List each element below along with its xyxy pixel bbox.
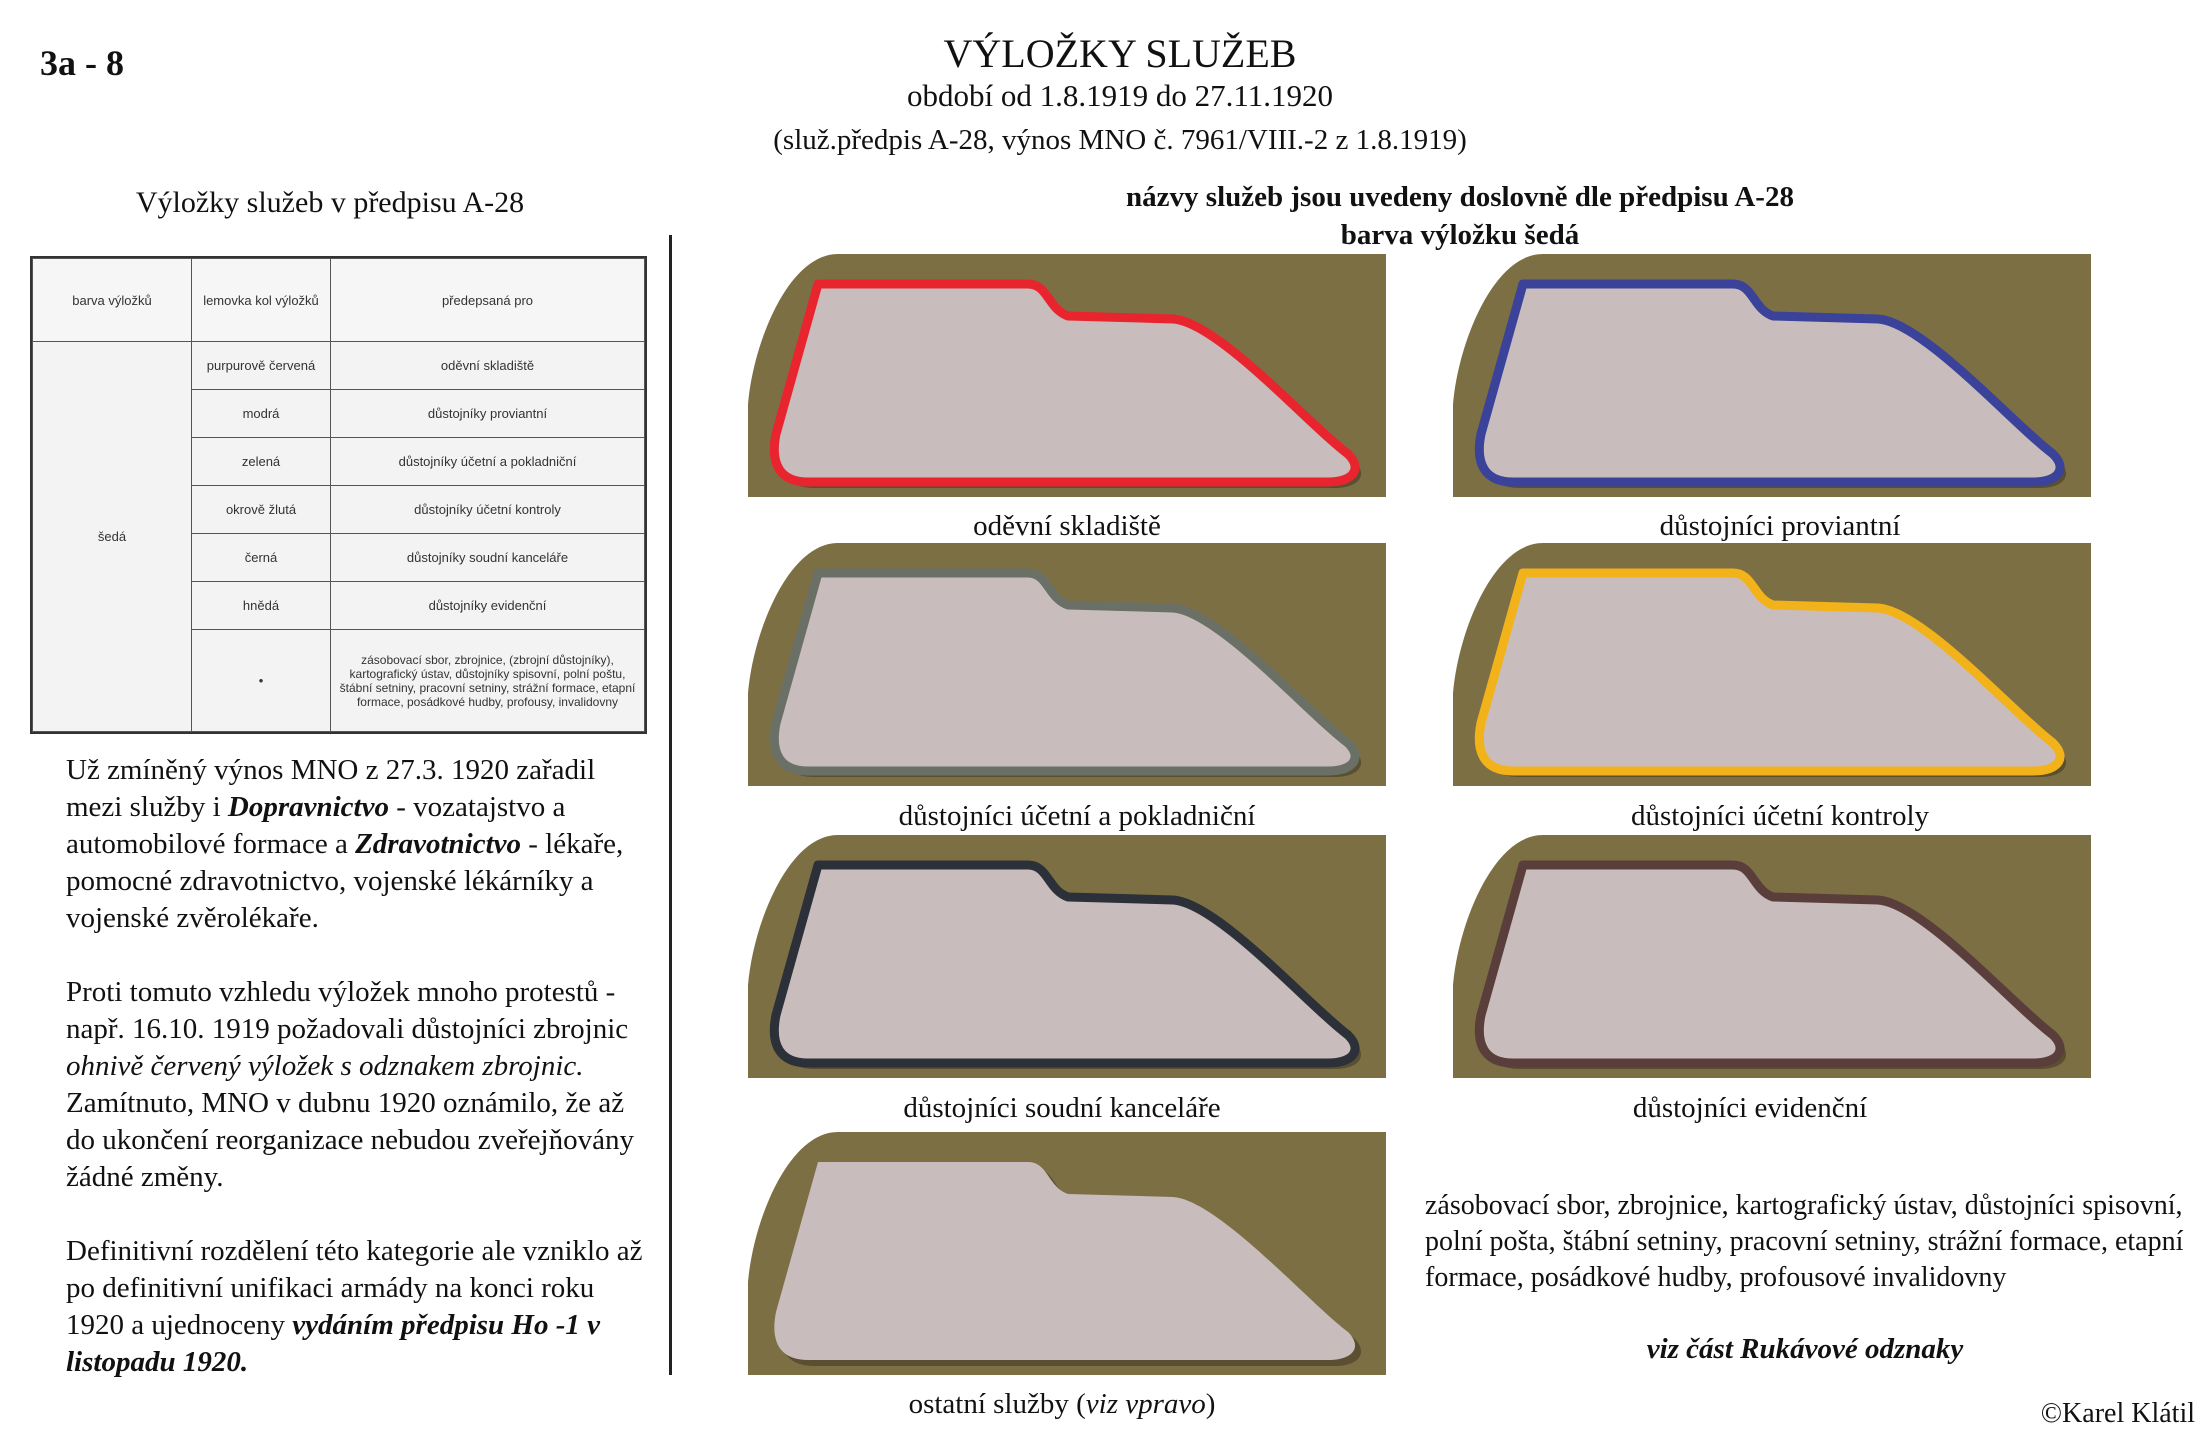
body-paragraph-2 bbox=[66, 974, 651, 1196]
patch-caption bbox=[712, 1388, 1412, 1421]
text-run: - lékaře, pomocné zdravotnictvo, vojenské lékárníky a vojenské zvěrolékaře. bbox=[66, 828, 624, 934]
table-row-trim: hnědá bbox=[192, 582, 331, 630]
body-paragraph-3 bbox=[66, 1233, 651, 1381]
body-paragraph-1 bbox=[66, 752, 651, 937]
text-emphasis: Zdravotnictvo bbox=[355, 828, 522, 860]
table-row-for: důstojníky proviantní bbox=[331, 390, 645, 438]
table-header-for: předepsaná pro bbox=[331, 259, 645, 342]
patch-svg bbox=[1453, 254, 2091, 497]
table-row-trim: • bbox=[192, 630, 331, 732]
notes-line-1: názvy služeb jsou uvedeny doslovně dle předpisu A-28 bbox=[1126, 181, 1794, 213]
patch-blue bbox=[1453, 254, 2091, 497]
table-main-color: šedá bbox=[33, 342, 192, 732]
table-row-for: zásobovací sbor, zbrojnice, (zbrojní důstojníky), kartografický ústav, důstojníky spisovní, polní poštu, štábní setniny, pracovní setniny, strážní formace, etapní formace, posádkové hudby, profousy, invalidovny bbox=[331, 630, 645, 732]
patch-green bbox=[748, 543, 1386, 786]
text-emphasis: Dopravnictvo bbox=[227, 791, 389, 823]
text-run: Zamítnuto, MNO v dubnu 1920 oznámilo, že až do ukončení reorganizace nebudou zveřejňovány žádné změny. bbox=[66, 1087, 634, 1193]
patch-yellow bbox=[1453, 543, 2091, 786]
table-row-trim: černá bbox=[192, 534, 331, 582]
copyright: ©Karel Klátil bbox=[2040, 1398, 2195, 1429]
patch-svg bbox=[748, 254, 1386, 497]
column-divider bbox=[669, 235, 672, 1375]
table-row-for: důstojníky účetní kontroly bbox=[331, 486, 645, 534]
patch-caption: důstojníci soudní kanceláře bbox=[903, 1092, 1221, 1124]
page-title: VÝLOŽKY SLUŽEB bbox=[943, 31, 1297, 76]
table-header-trim: lemovka kol výložků bbox=[192, 259, 331, 342]
patch-svg bbox=[748, 1132, 1386, 1375]
patch-caption: důstojníci účetní kontroly bbox=[1630, 800, 1929, 832]
patch-caption: oděvní skladiště bbox=[973, 510, 1161, 542]
source-note: (služ.předpis A-28, výnos MNO č. 7961/VIII.-2 z 1.8.1919) bbox=[773, 124, 1467, 156]
regulation-table-scan bbox=[30, 256, 647, 734]
caption-run: ) bbox=[1205, 1388, 1216, 1420]
table-row-trim: purpurově červená bbox=[192, 342, 331, 390]
notes bbox=[750, 178, 2170, 254]
table-row-for: důstojníky soudní kanceláře bbox=[331, 534, 645, 582]
text-run: Proti tomuto vzhledu výložek mnoho protestů - např. 16.10. 1919 požadovali důstojníci zbrojnic bbox=[66, 976, 629, 1045]
text-emphasis: vydáním předpisu Ho -1 v listopadu 1920. bbox=[66, 1309, 600, 1378]
patch-black bbox=[748, 835, 1386, 1078]
patch-red bbox=[748, 254, 1386, 497]
text-run: Definitivní rozdělení této kategorie ale vzniklo až po definitivní unifikaci armády na konci roku 1920 a ujednoceny bbox=[66, 1235, 643, 1341]
patch-svg bbox=[748, 835, 1386, 1078]
patch-svg bbox=[1453, 835, 2091, 1078]
table-row-for: oděvní skladiště bbox=[331, 342, 645, 390]
regulation-table bbox=[32, 258, 645, 732]
patch-svg bbox=[1453, 543, 2091, 786]
table-row-trim: modrá bbox=[192, 390, 331, 438]
patch-svg bbox=[748, 543, 1386, 786]
text-run: - vozatajstvo a automobilové formace a bbox=[66, 791, 566, 860]
patch-caption: důstojníci účetní a pokladniční bbox=[898, 800, 1256, 832]
patch-caption: důstojníci proviantní bbox=[1659, 510, 1901, 542]
body-text bbox=[66, 752, 651, 1381]
text-run: Už zmíněný výnos MNO z 27.3. 1920 zařadil mezi služby i bbox=[66, 754, 596, 823]
patch-caption: důstojníci evidenční bbox=[1632, 1092, 1868, 1124]
see-also-note: viz část Rukávové odznaky bbox=[1646, 1333, 1964, 1365]
notes-line-2: barva výložku šedá bbox=[1340, 219, 1580, 251]
other-services-text: zásobovací sbor, zbrojnice, kartografický ústav, důstojníci spisovní, polní pošta, štábní setniny, pracovní setniny, strážní formace, etapní formace, posádkové hudby, profousové invalidovny bbox=[1425, 1190, 2184, 1293]
page-code: 3a - 8 bbox=[40, 43, 124, 83]
table-row-trim: zelená bbox=[192, 438, 331, 486]
patch-brown bbox=[1453, 835, 2091, 1078]
patch-plain bbox=[748, 1132, 1386, 1375]
table-row-for: důstojníky účetní a pokladniční bbox=[331, 438, 645, 486]
table-row-trim: okrově žlutá bbox=[192, 486, 331, 534]
caption-run: ostatní služby ( bbox=[908, 1388, 1086, 1420]
caption-italic: viz vpravo bbox=[1085, 1388, 1206, 1420]
page-subtitle: období od 1.8.1919 do 27.11.1920 bbox=[907, 78, 1333, 113]
table-header-color: barva výložků bbox=[33, 259, 192, 342]
table-row-for: důstojníky evidenční bbox=[331, 582, 645, 630]
table-caption: Výložky služeb v předpisu A-28 bbox=[135, 186, 525, 219]
text-italic: ohnivě červený výložek s odznakem zbrojnic. bbox=[66, 1050, 584, 1082]
